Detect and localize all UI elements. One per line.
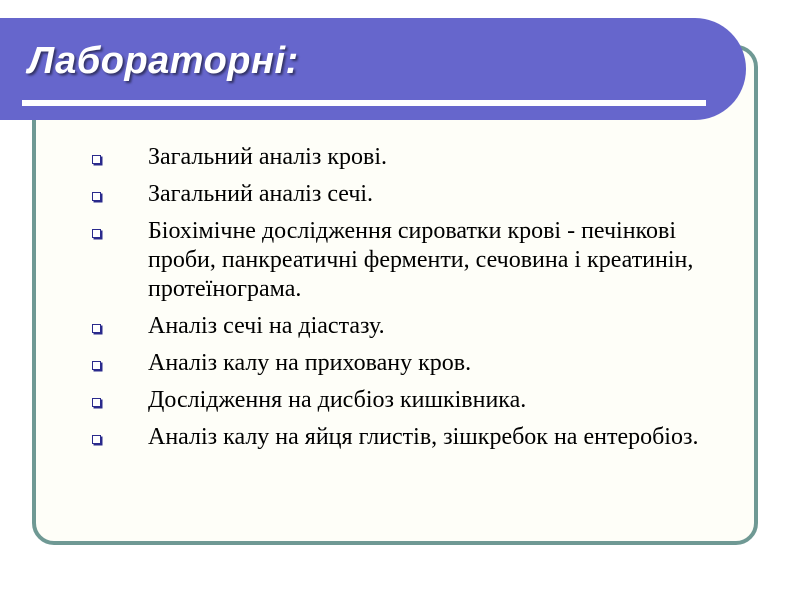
list-item-text: Аналіз сечі на діастазу.: [148, 313, 385, 339]
list-item: [92, 312, 732, 341]
list-item-text: Аналіз калу на яйця глистів, зішкребок на ентеробіоз.: [148, 424, 699, 450]
list-item: [92, 217, 732, 304]
list-item-text: Аналіз калу на приховану кров.: [148, 350, 472, 376]
list-item: [92, 180, 732, 209]
square-bullet-icon: [92, 155, 101, 164]
list-item-text: Біохімічне дослідження сироватки крові - печінкові проби, панкреатичні ферменти, сечовина і креатинін, протеїнограма.: [148, 218, 694, 302]
title-underline: [22, 100, 706, 106]
square-bullet-icon: [92, 435, 101, 444]
list-item: [92, 386, 732, 415]
square-bullet-icon: [92, 192, 101, 201]
list-item-text: Загальний аналіз крові.: [148, 144, 387, 170]
list-item: [92, 423, 732, 452]
square-bullet-icon: [92, 324, 101, 333]
list-item-text: Загальний аналіз сечі.: [148, 181, 374, 207]
square-bullet-icon: [92, 361, 101, 370]
square-bullet-icon: [92, 398, 101, 407]
slide-title: Лабораторні:: [28, 40, 299, 82]
square-bullet-icon: [92, 229, 101, 238]
bullet-list: [92, 143, 732, 460]
list-item-text: Дослідження на дисбіоз кишківника.: [148, 387, 527, 413]
list-item: [92, 143, 732, 172]
list-item: [92, 349, 732, 378]
